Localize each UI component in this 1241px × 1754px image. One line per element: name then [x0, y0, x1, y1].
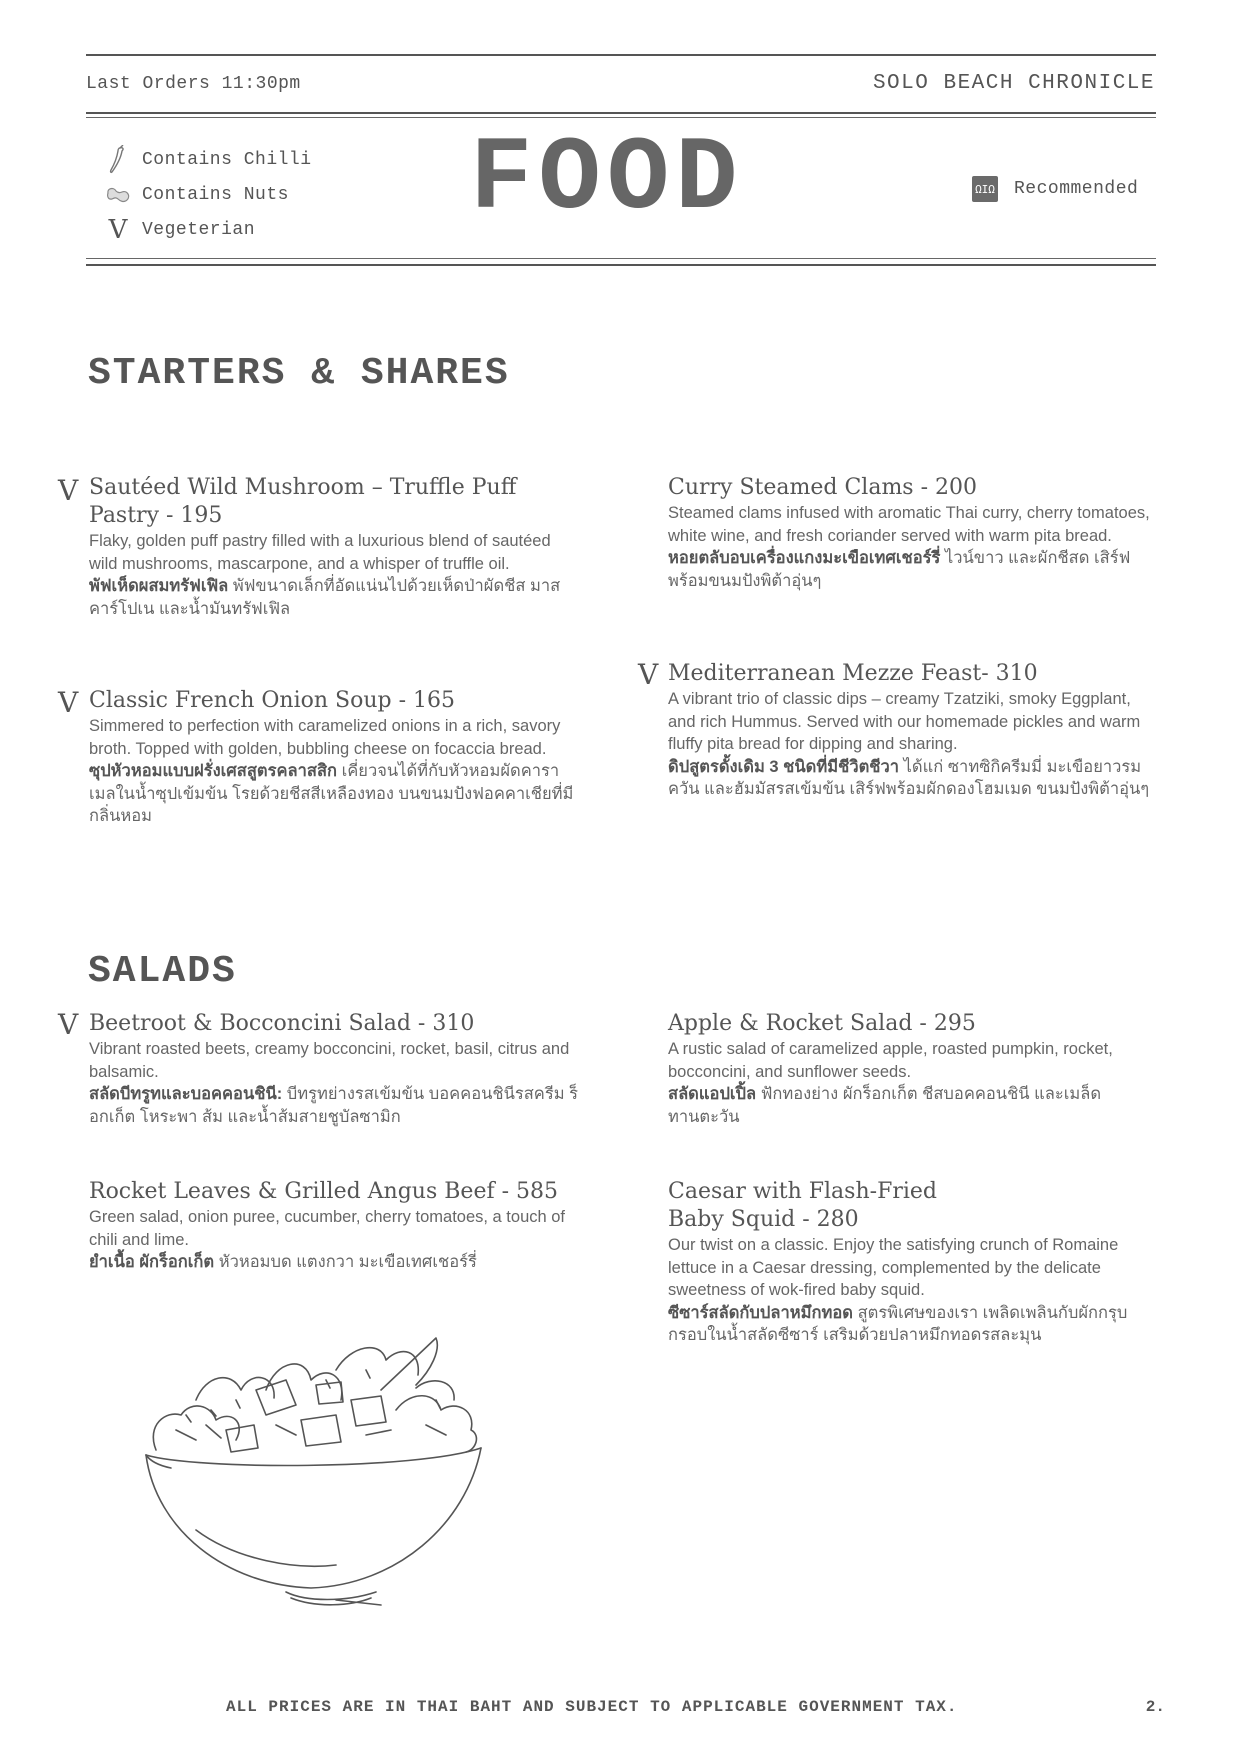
menu-item [89, 1178, 579, 1274]
legend-chilli [104, 142, 312, 177]
item-thai-description [89, 1251, 579, 1274]
item-name: Sautéed Wild Mushroom – Truffle Puff Pastry - 195 [89, 475, 517, 528]
recommended-badge-icon: ΩΙΩ [972, 176, 998, 202]
menu-item [668, 1010, 1158, 1128]
vegetarian-mark: V [58, 686, 79, 719]
publication-name: SOLO BEACH CHRONICLE [872, 72, 1155, 95]
footer-note: ALL PRICES ARE IN THAI BAHT AND SUBJECT TO APPLICABLE GOVERNMENT TAX. [226, 1698, 958, 1716]
item-name: Rocket Leaves & Grilled Angus Beef - 585 [89, 1179, 559, 1204]
item-thai-text: ไวน์ขาว และผักชีสด เสิร์ฟพร้อมขนมปังพิต้าอุ่นๆ [668, 549, 1131, 590]
menu-item [668, 1178, 988, 1234]
item-thai-name: ยำเนื้อ ผักร็อกเก็ต [89, 1253, 215, 1271]
header-rule-1 [86, 112, 1156, 114]
item-name: Apple & Rocket Salad - 295 [668, 1011, 976, 1036]
item-description: A rustic salad of caramelized apple, roasted pumpkin, rocket, bocconcini, and sunflower seeds. [668, 1040, 1113, 1081]
item-thai-name: สลัดแอปเปิ้ล [668, 1085, 757, 1103]
vegetarian-mark: V [638, 658, 659, 691]
item-name: Mediterranean Mezze Feast- 310 [668, 661, 1038, 686]
item-thai-description [668, 1302, 1158, 1347]
section-heading-starters: STARTERS & SHARES [88, 352, 510, 395]
item-thai-text: พัฟขนาดเล็กที่อัดแน่นไปด้วยเห็ดป่าผัดชีส มาสคาร์โปเน และน้ำมันทรัฟเฟิล [89, 577, 561, 618]
vegetarian-mark: V [58, 474, 79, 507]
item-thai-name: พัฟเห็ดผสมทรัฟเฟิล [89, 577, 229, 595]
item-description: Vibrant roasted beets, creamy bocconcini, rocket, basil, citrus and balsamic. [89, 1040, 570, 1081]
item-thai-description [89, 760, 579, 828]
item-thai-description [668, 756, 1158, 801]
item-name: Caesar with Flash-Fried Baby Squid - 280 [668, 1179, 937, 1232]
salad-bowl-illustration [136, 1330, 496, 1625]
item-name: Curry Steamed Clams - 200 [668, 475, 978, 500]
item-thai-name: สลัดบีทรูทและบอคคอนชินี: [89, 1085, 283, 1103]
menu-item [89, 474, 579, 620]
item-description: Flaky, golden puff pastry filled with a luxurious blend of sautéed wild mushrooms, mascarpone, and a whisper of truffle oil. [89, 532, 551, 573]
page-number: 2. [1145, 1698, 1165, 1716]
item-thai-description [668, 1083, 1158, 1128]
menu-item [668, 474, 1158, 592]
item-thai-name: ซีซาร์สลัดกับปลาหมึกทอด [668, 1303, 853, 1322]
menu-item-details [668, 1234, 1158, 1347]
item-description: Simmered to perfection with caramelized onions in a rich, savory broth. Topped with golden, bubbling cheese on focaccia bread. [89, 717, 561, 758]
menu-item [668, 660, 1158, 801]
vegetarian-icon: V [108, 214, 128, 245]
item-thai-description [89, 1083, 579, 1128]
legend-chilli-label: Contains Chilli [142, 149, 312, 170]
item-description: A vibrant trio of classic dips – creamy Tzatziki, smoky Eggplant, and rich Hummus. Served with our homemade pickles and warm fluffy pita bread for dipping and sharing. [668, 690, 1141, 753]
item-thai-text: เคี่ยวจนได้ที่กับหัวหอมผัดคาราเมลในน้ำซุปเข้มข้น โรยด้วยชีสสีเหลืองทอง บนขนมปังฟอคคาเชียที่มีกลิ่นหอม [89, 762, 574, 825]
vegetarian-mark: V [58, 1008, 79, 1041]
item-thai-name: ดิปสูตรดั้งเดิม 3 ชนิดที่มีชีวิตชีวา [668, 757, 900, 776]
item-name: Classic French Onion Soup - 165 [89, 688, 455, 713]
peanut-icon [104, 181, 132, 209]
legend-recommended [972, 176, 1138, 202]
menu-item [89, 1010, 579, 1128]
item-description: Green salad, onion puree, cucumber, cherry tomatoes, a touch of chili and lime. [89, 1208, 566, 1249]
header-rule-4 [86, 264, 1156, 266]
header-rule-2 [86, 117, 1156, 118]
legend-veg [104, 212, 312, 247]
item-thai-name: หอยตลับอบเครื่องแกงมะเขือเทศเชอร์รี่ [668, 549, 941, 567]
item-thai-description [668, 547, 1158, 592]
last-orders: Last Orders 11:30pm [86, 74, 301, 94]
legend-nuts [104, 177, 312, 212]
legend [104, 142, 312, 247]
item-thai-text: สูตรพิเศษของเรา เพลิดเพลินกับผักกรุบกรอบในน้ำสลัดซีซาร์ เสริมด้วยปลาหมึกทอดรสละมุน [668, 1303, 1128, 1344]
item-description: Steamed clams infused with aromatic Thai curry, cherry tomatoes, white wine, and fresh coriander served with warm pita bread. [668, 504, 1150, 545]
recommended-label: Recommended [1014, 179, 1139, 199]
legend-nuts-label: Contains Nuts [142, 184, 289, 205]
header-rule-3 [86, 258, 1156, 259]
item-thai-text: บีทรูทย่างรสเข้มข้น บอคคอนชินีรสครีม ร็อกเก็ต โหระพา ส้ม และน้ำส้มสายชูบัลซามิก [89, 1085, 579, 1126]
legend-veg-label: Vegeterian [142, 219, 256, 240]
section-heading-salads: SALADS [88, 950, 237, 993]
item-thai-text: ได้แก่ ซาทซิกิครีมมี่ มะเขือยาวรมควัน และฮัมมัสรสเข้มข้น เสิร์ฟพร้อมผักดองโฮมเมด ขนมปังพิต้าอุ่นๆ [668, 757, 1150, 798]
chilli-icon [104, 146, 132, 174]
item-name: Beetroot & Bocconcini Salad - 310 [89, 1011, 475, 1036]
top-rule [86, 54, 1156, 56]
page-title: FOOD [470, 121, 744, 239]
menu-item [89, 687, 579, 828]
item-description: Our twist on a classic. Enjoy the satisfying crunch of Romaine lettuce in a Caesar dressing, complemented by the delicate sweetness of wok-fired baby squid. [668, 1236, 1119, 1299]
item-thai-text: ฟักทองย่าง ผักร็อกเก็ต ชีสบอคคอนชินี และเมล็ดทานตะวัน [668, 1085, 1102, 1126]
item-thai-text: หัวหอมบด แตงกวา มะเขือเทศเชอร์รี่ [214, 1253, 477, 1271]
item-thai-name: ซุปหัวหอมแบบฝรั่งเศสสูตรคลาสสิก [89, 762, 338, 780]
item-thai-description [89, 575, 579, 620]
